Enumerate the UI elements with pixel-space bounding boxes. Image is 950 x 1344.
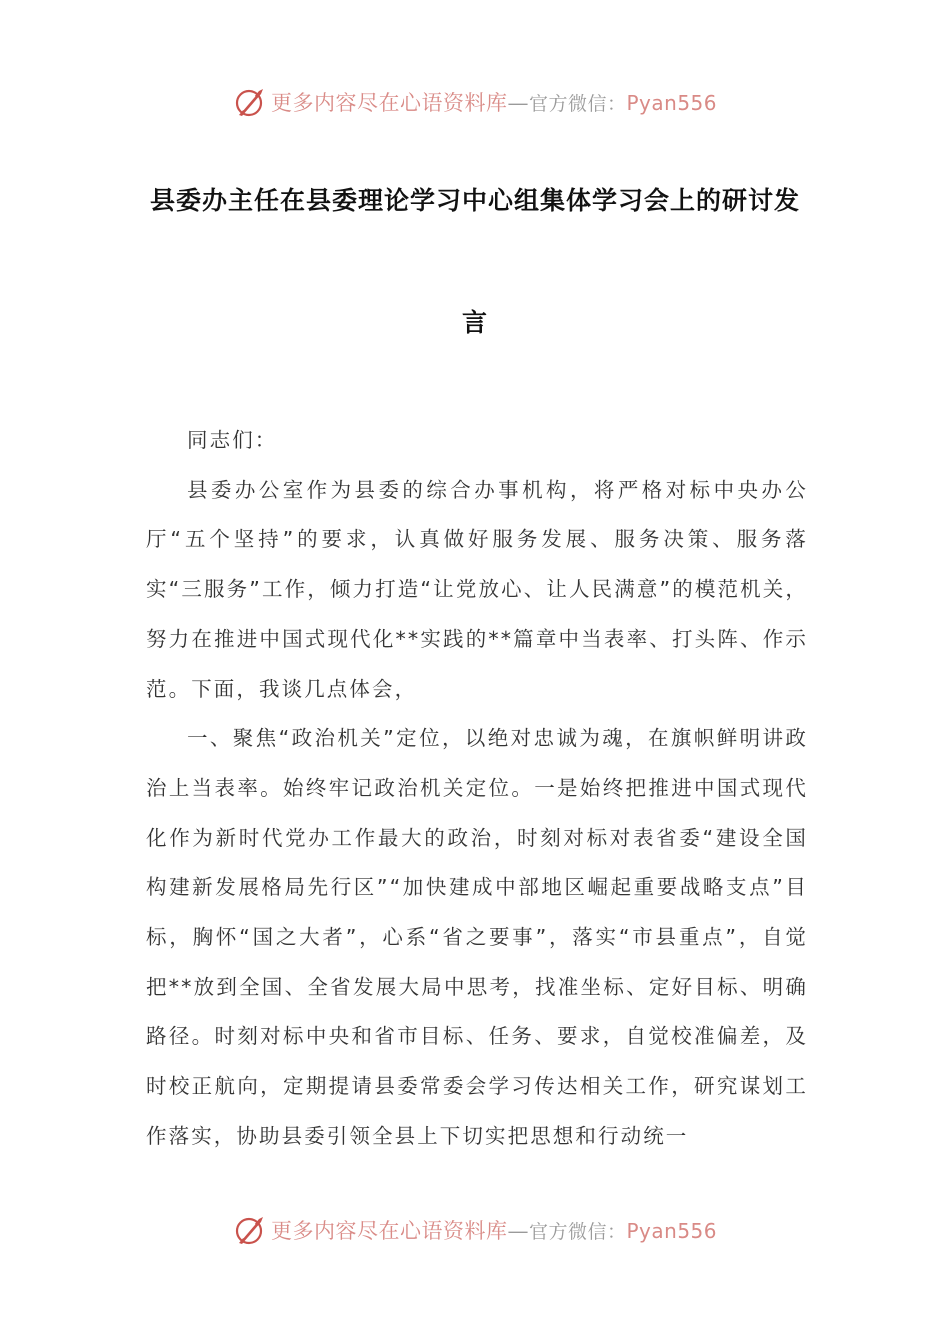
watermark-text: 更多内容尽在心语资料库—官方微信：Pyan556 — [270, 1219, 718, 1243]
quill-pen-circle-icon — [233, 1213, 267, 1247]
salutation: 同志们： — [187, 428, 278, 452]
watermark-footer — [0, 1210, 950, 1250]
quill-pen-circle-icon — [233, 85, 267, 119]
document-body — [146, 416, 808, 1162]
watermark-header — [0, 82, 950, 122]
paragraph-2: 一、聚焦“政治机关”定位，以绝对忠诚为魂，在旗帜鲜明讲政治上当表率。始终牢记政治机关定位。一是始终把推进中国式现代化作为新时代党办工作最大的政治，时刻对标对表省委“建设全国构建新发展格局先行区”“加快建成中部地区崛起重要战略支点”目标，胸怀“国之大者”，心系“省之要事”，落实“市县重点”，自觉把**放到全国、全省发展大局中思考，找准坐标、定好目标、明确路径。时刻对标中央和省市目标、任务、要求，自觉校准偏差，及时校正航向，定期提请县委常委会学习传达相关工作，研究谋划工作落实，协助县委引领全县上下切实把思想和行动统一 — [146, 726, 808, 1148]
paragraph-1: 县委办公室作为县委的综合办事机构，将严格对标中央办公厅“五个坚持”的要求，认真做好服务发展、服务决策、服务落实“三服务”工作，倾力打造“让党放心、让人民满意”的模范机关，努力在推进中国式现代化**实践的**篇章中当表率、打头阵、作示范。下面，我谈几点体会， — [146, 477, 808, 701]
document-title-line-2: 言 — [461, 308, 488, 337]
document-title-line-1: 县委办主任在县委理论学习中心组集体学习会上的研讨发 — [149, 186, 800, 215]
watermark-text: 更多内容尽在心语资料库—官方微信：Pyan556 — [270, 91, 718, 115]
